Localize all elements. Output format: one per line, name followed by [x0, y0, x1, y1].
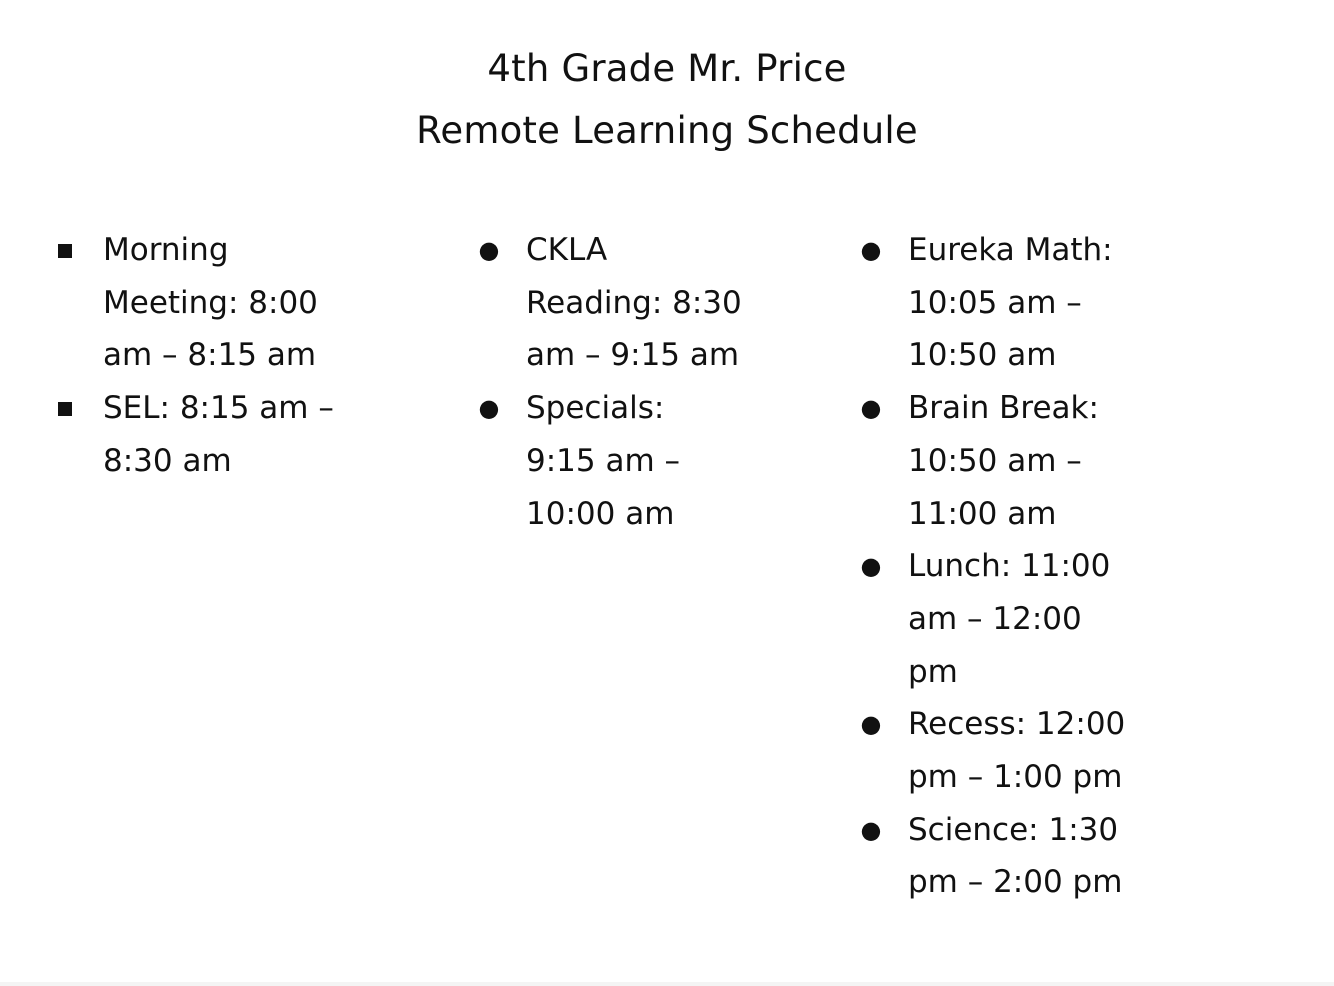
schedule-item-text: Specials: 9:15 am – 10:00 am — [526, 390, 681, 532]
round-bullet-icon: ● — [478, 394, 500, 423]
title-line-2: Remote Learning Schedule — [416, 109, 918, 152]
list-item — [55, 224, 335, 382]
schedule-item-text: Morning Meeting: 8:00 am – 8:15 am — [103, 232, 318, 374]
round-bullet-icon: ● — [860, 236, 882, 264]
list-item — [860, 698, 1136, 803]
round-bullet-icon: ● — [860, 815, 882, 844]
schedule-item-text: CKLA Reading: 8:30 am – 9:15 am — [526, 232, 742, 374]
schedule-column-3 — [860, 224, 1136, 909]
schedule-item-text: Lunch: 11:00 am – 12:00 pm — [908, 548, 1111, 690]
schedule-column-1 — [55, 224, 335, 488]
schedule-item-text: SEL: 8:15 am – 8:30 am — [103, 390, 334, 479]
round-bullet-icon: ● — [860, 552, 882, 581]
square-bullet-icon — [58, 402, 72, 416]
schedule-item-text: Recess: 12:00 pm – 1:00 pm — [908, 706, 1126, 796]
schedule-column-2 — [478, 224, 742, 540]
list-item — [55, 382, 335, 487]
square-bullet-icon — [58, 244, 72, 258]
list-item — [860, 804, 1136, 909]
schedule-item-text: Science: 1:30 pm – 2:00 pm — [908, 811, 1123, 901]
round-bullet-icon: ● — [860, 394, 882, 423]
title-line-1: 4th Grade Mr. Price — [487, 47, 847, 90]
list-item — [860, 382, 1136, 540]
schedule-item-text: Brain Break: 10:50 am – 11:00 am — [908, 390, 1099, 532]
page-bottom-edge — [0, 982, 1334, 986]
list-item — [478, 382, 742, 540]
list-item — [860, 224, 1136, 382]
round-bullet-icon: ● — [860, 710, 882, 739]
list-item — [478, 224, 742, 382]
document-title — [0, 38, 1334, 162]
round-bullet-icon: ● — [478, 236, 500, 264]
list-item — [860, 540, 1136, 698]
schedule-item-text: Eureka Math: 10:05 am – 10:50 am — [908, 232, 1113, 374]
